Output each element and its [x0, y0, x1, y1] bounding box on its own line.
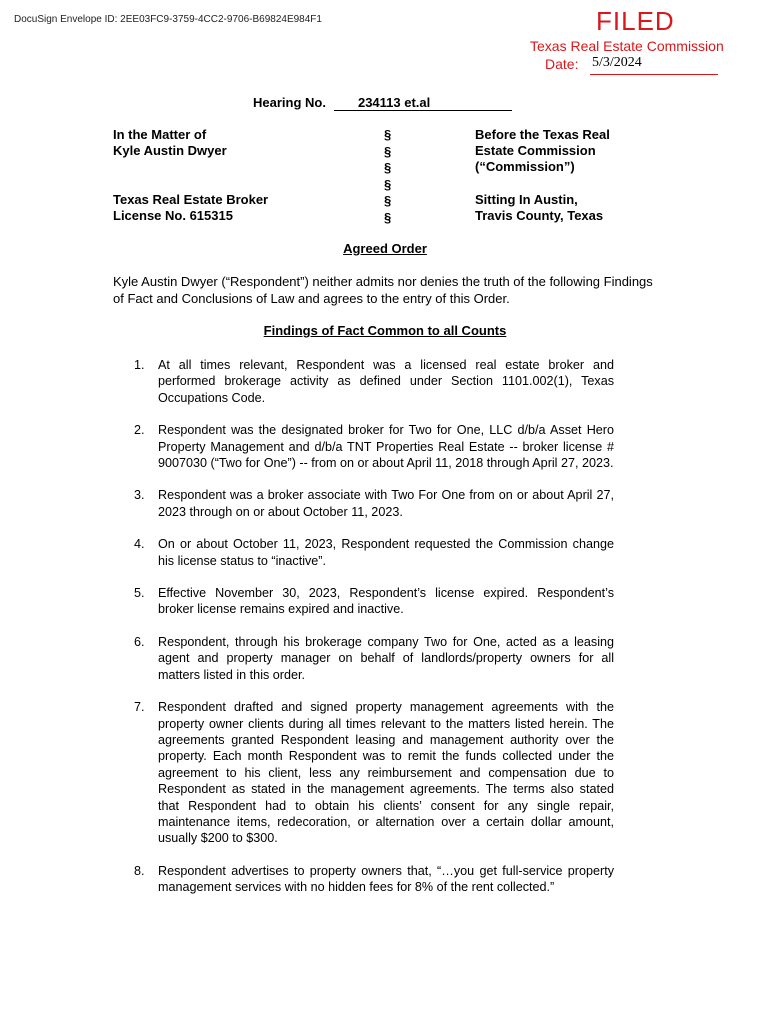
- stamp-agency: Texas Real Estate Commission: [530, 38, 724, 54]
- finding-number: 1.: [134, 358, 145, 372]
- section-symbol: §: [384, 176, 392, 192]
- caption-left-line: License No. 615315: [113, 208, 233, 223]
- finding-item: [134, 487, 614, 520]
- caption-right: [475, 127, 610, 224]
- section-symbol: §: [384, 209, 392, 225]
- stamp-date-value: 5/3/2024: [592, 55, 642, 70]
- intro-paragraph: Kyle Austin Dwyer (“Respondent”) neither admits nor denies the truth of the following Findings of Fact and Conclusions of Law and agrees to the entry of this Order.: [113, 274, 653, 306]
- findings-title: Findings of Fact Common to all Counts: [263, 323, 507, 338]
- hearing-number: 234113 et.al: [334, 95, 512, 111]
- caption-right-line: (“Commission”): [475, 159, 575, 174]
- caption-right-line: Sitting In Austin,: [475, 192, 578, 207]
- section-symbol: §: [384, 143, 392, 159]
- finding-number: 2.: [134, 423, 145, 438]
- finding-number: 7.: [134, 700, 145, 715]
- section-symbol: §: [384, 160, 392, 175]
- finding-text: Effective November 30, 2023, Respondent’s license expired. Respondent’s broker license remains expired and inactive.: [158, 586, 614, 617]
- caption-left: [113, 127, 268, 224]
- finding-number: 6.: [134, 634, 145, 649]
- caption-right-line: Estate Commission: [475, 143, 596, 158]
- section-symbol: §: [384, 193, 392, 208]
- finding-number: 4.: [134, 537, 145, 552]
- findings-list: [134, 357, 614, 912]
- finding-text: Respondent, through his brokerage company Two for One, acted as a leasing agent and property manager on behalf of landlords/property owners for all matters listed in this order.: [158, 634, 614, 682]
- finding-text: Respondent was the designated broker for Two for One, LLC d/b/a Asset Hero Property Management and d/b/a TNT Properties Real Estate -- broker license # 9007030 (“Two for One”) -- from on or about April 11, 2018 through April 27, 2023.: [158, 423, 614, 471]
- finding-item: [134, 585, 614, 618]
- finding-number: 3.: [134, 488, 145, 503]
- finding-item: [134, 422, 614, 471]
- finding-text: Respondent was a broker associate with Two For One from on or about April 27, 2023 through on or about October 11, 2023.: [158, 488, 614, 519]
- finding-text: Respondent drafted and signed property management agreements with the property owner clients during all times relevant to the matters listed herein. The agreements granted Respondent leasing and management authority over the property. Each month Respondent was to remit the funds collected under the agreement to his client, less any reimbursement and compensation due to Respondent as stated in the management agreements. The terms also stated that Respondent had to obtain his clients’ consent for any single repair, maintenance items, redecoration, or alternation over a certain dollar amount, usually $200 to $300.: [158, 700, 614, 846]
- section-symbol: §: [384, 127, 392, 142]
- finding-item: [134, 536, 614, 569]
- caption-right-line: Travis County, Texas: [475, 208, 604, 223]
- envelope-id: DocuSign Envelope ID: 2EE03FC9-3759-4CC2-9706-B69824E984F1: [14, 14, 322, 25]
- finding-item: [134, 863, 614, 896]
- finding-item: [134, 357, 614, 406]
- stamp-date-label: Date:: [545, 56, 579, 72]
- finding-number: 5.: [134, 586, 145, 601]
- finding-item: [134, 699, 614, 847]
- caption-left-line: Kyle Austin Dwyer: [113, 143, 227, 158]
- finding-text: Respondent advertises to property owners that, “…you get full-service property management services with no hidden fees for 8% of the rent collected.”: [158, 863, 614, 895]
- finding-text: On or about October 11, 2023, Respondent requested the Commission change his license status to “inactive”.: [158, 537, 614, 568]
- caption-section-symbols: [384, 127, 391, 226]
- hearing-label: Hearing No.: [253, 95, 326, 110]
- caption-left-line: In the Matter of: [113, 127, 207, 142]
- caption-right-line: Before the Texas Real: [475, 127, 610, 142]
- finding-item: [134, 634, 614, 683]
- order-title: Agreed Order: [343, 241, 427, 256]
- finding-text: At all times relevant, Respondent was a licensed real estate broker and performed brokerage activity as defined under Section 1101.002(1), Texas Occupations Code.: [158, 358, 614, 405]
- stamp-filed-text: FILED: [596, 6, 675, 36]
- finding-number: 8.: [134, 863, 145, 878]
- hearing-number-line: [253, 95, 512, 111]
- caption-left-line: Texas Real Estate Broker: [113, 192, 269, 207]
